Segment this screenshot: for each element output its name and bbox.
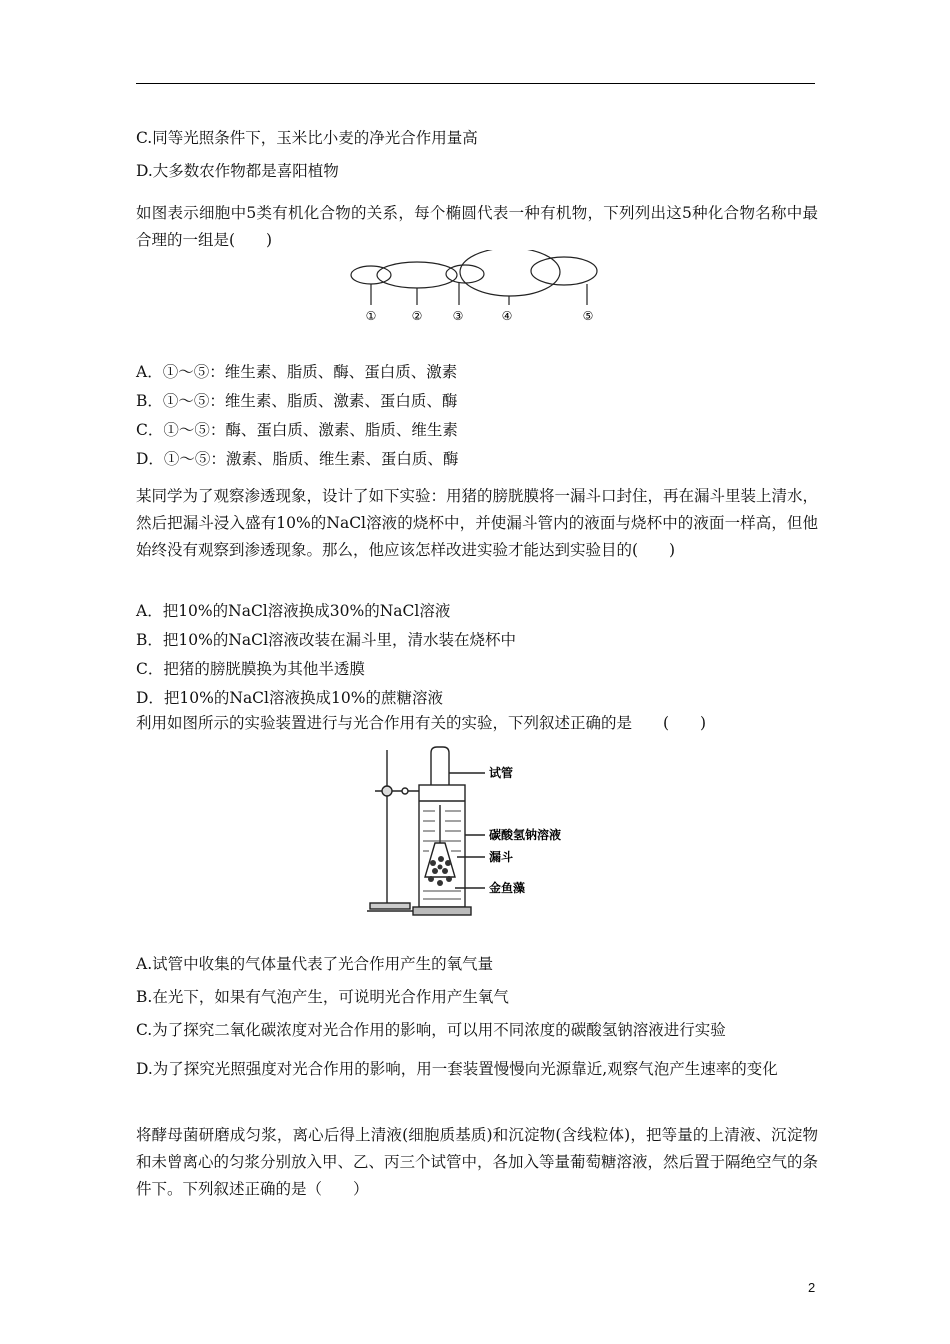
option-a: A．把10%的NaCl溶液换成30%的NaCl溶液 (136, 602, 451, 620)
label-funnel: 漏斗 (489, 850, 514, 864)
question-stem: 利用如图所示的实验装置进行与光合作用有关的实验，下列叙述正确的是 ( ) (136, 714, 707, 732)
question-stem: 某同学为了观察渗透现象，设计了如下实验：用猪的膀胱膜将一漏斗口封住，再在漏斗里装上清水，然后把漏斗浸入盛有10%的NaCl溶液的烧杯中，并使漏斗管内的液面与烧杯中的液面一样高，但他始终没有观察到渗透现象。那么，他应该怎样改进实验才能达到实验目的( ) (136, 487, 819, 559)
option-b: B．①～⑤：维生素、脂质、激素、蛋白质、酶 (136, 392, 458, 410)
question-stem: 将酵母菌研磨成匀浆，离心后得上清液(细胞质基质)和沉淀物(含线粒体)，把等量的上清液、沉淀物和未曾离心的匀浆分别放入甲、乙、丙三个试管中，各加入等量葡萄糖溶液，然后置于隔绝空气的条件下。下列叙述正确的是（ ） (136, 1126, 819, 1198)
option-d: D．把10%的NaCl溶液换成10%的蔗糖溶液 (136, 689, 443, 707)
label-3: ③ (452, 309, 464, 323)
option-b: B．把10%的NaCl溶液改装在漏斗里，清水装在烧杯中 (136, 631, 516, 649)
header-rule (136, 83, 815, 84)
label-tube: 试管 (489, 766, 514, 780)
label-2: ② (411, 309, 423, 323)
option-b: B.在光下，如果有气泡产生，可说明光合作用产生氧气 (136, 988, 509, 1006)
option-a: A.试管中收集的气体量代表了光合作用产生的氧气量 (136, 955, 494, 973)
option-d: D．①～⑤：激素、脂质、维生素、蛋白质、酶 (136, 450, 459, 468)
option-c: C．①～⑤：酶、蛋白质、激素、脂质、维生素 (136, 421, 458, 439)
option-c: C．把猪的膀胱膜换为其他半透膜 (136, 660, 365, 678)
question-stem: 如图表示细胞中5类有机化合物的关系，每个椭圆代表一种有机物，下列列出这5种化合物名称中最合理的一组是( ) (136, 204, 818, 249)
option-c: C.同等光照条件下，玉米比小麦的净光合作用量高 (136, 129, 478, 147)
label-4: ④ (501, 309, 513, 323)
label-1: ① (365, 309, 377, 323)
option-d: D.为了探究光照强度对光合作用的影响，用一套装置慢慢向光源靠近,观察气泡产生速率的变化 (136, 1060, 778, 1078)
option-a: A．①～⑤：维生素、脂质、酶、蛋白质、激素 (136, 363, 458, 381)
label-5: ⑤ (582, 309, 594, 323)
option-d: D.大多数农作物都是喜阳植物 (136, 162, 339, 180)
label-solution: 碳酸氢钠溶液 (489, 828, 562, 842)
label-plant: 金鱼藻 (489, 881, 526, 895)
ellipse-figure (345, 250, 610, 328)
option-c: C.为了探究二氧化碳浓度对光合作用的影响，可以用不同浓度的碳酸氢钠溶液进行实验 (136, 1021, 726, 1039)
page-number: 2 (808, 1280, 816, 1295)
apparatus-figure (365, 745, 595, 925)
